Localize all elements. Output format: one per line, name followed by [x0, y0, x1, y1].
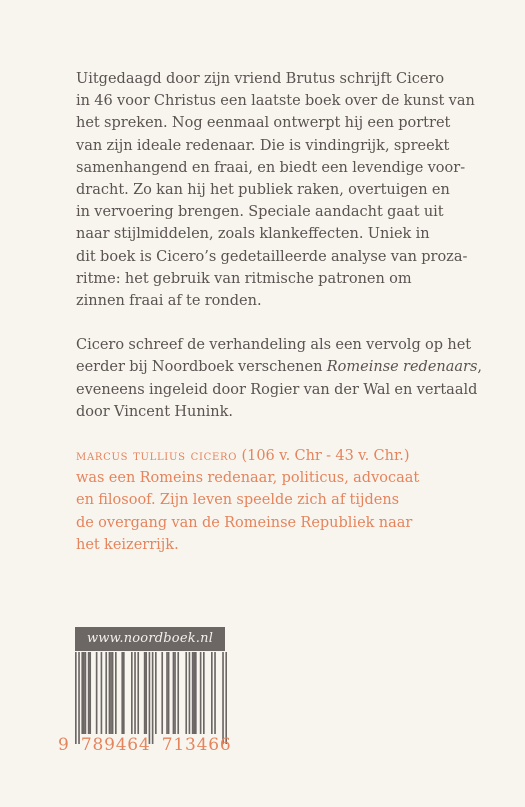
barcode-bar — [149, 652, 151, 744]
book-title-reference: Romeinse redenaars — [326, 359, 478, 376]
author-bio-line: en filosoof. Zijn leven speelde zich af tijdens — [76, 492, 400, 509]
barcode-bar — [211, 652, 213, 734]
barcode-bar — [115, 652, 117, 734]
blurb-text: eerder bij Noordboek verschenen — [76, 359, 327, 376]
barcode-bar — [131, 652, 133, 734]
blurb-line: Cicero schreef de verhandeling als een vervolg op het — [76, 337, 472, 354]
barcode-bar — [121, 652, 123, 734]
blurb-line: dracht. Zo kan hij het publiek raken, overtuigen en — [76, 182, 450, 199]
blurb-line: in 46 voor Christus een laatste boek over de kunst van — [76, 93, 475, 110]
barcode-bar — [174, 652, 176, 734]
barcode-bar — [200, 652, 202, 734]
barcode-bar — [168, 652, 170, 734]
barcode-bar — [166, 652, 168, 734]
barcode-bar — [155, 652, 157, 734]
barcode-bar — [81, 652, 83, 734]
barcode-bar — [173, 652, 175, 734]
isbn-group-1: 789464 — [80, 735, 151, 755]
back-cover-text — [76, 68, 483, 556]
blurb-line: eveneens ingeleid door Rogier van der Wal en vertaald — [76, 381, 478, 398]
barcode-bar — [195, 652, 197, 734]
barcode-bar — [225, 652, 227, 744]
barcode-bar — [101, 652, 103, 734]
barcode-bar — [123, 652, 125, 734]
barcode-bar — [214, 652, 216, 734]
blurb-line: samenhangend en fraai, en biedt een levendige voor- — [76, 159, 466, 176]
barcode-bar — [152, 652, 154, 744]
blurb-line — [76, 356, 483, 378]
barcode-bar — [109, 652, 111, 734]
barcode-bar — [110, 652, 112, 734]
barcode-bar — [144, 652, 146, 734]
barcode-bar — [177, 652, 179, 734]
barcode-bar — [88, 652, 90, 734]
blurb-line: dit boek is Cicero’s gedetailleerde analyse van proza- — [76, 248, 468, 265]
isbn-number — [58, 735, 231, 755]
author-bio — [76, 445, 446, 556]
author-bio-line: de overgang van de Romeinse Republiek naar — [76, 514, 413, 531]
barcode-bar — [105, 652, 107, 734]
barcode-bar — [193, 652, 195, 734]
publisher-url: www.noordboek.nl — [75, 627, 225, 651]
blurb-line: van zijn ideale redenaar. Die is vindingrijk, spreekt — [76, 137, 450, 154]
author-bio-line: het keizerrijk. — [76, 536, 179, 553]
blurb-line: door Vincent Hunink. — [76, 403, 234, 420]
barcode-bar — [112, 652, 114, 734]
author-bio-line — [76, 445, 446, 467]
barcode-bar — [192, 652, 194, 734]
barcode-bar — [75, 652, 77, 744]
barcode-bar — [189, 652, 191, 734]
author-bio-line: was een Romeins redenaar, politicus, advocaat — [76, 470, 420, 487]
barcode-bar — [185, 652, 187, 734]
blurb-line: Uitgedaagd door zijn vriend Brutus schrijft Cicero — [76, 71, 445, 87]
blurb-line: ritme: het gebruik van ritmische patronen om — [76, 270, 412, 287]
isbn-group-2: 713466 — [161, 735, 232, 755]
barcode-bar — [145, 652, 147, 734]
barcode-bar — [161, 652, 163, 734]
blurb-paragraph-2 — [76, 334, 483, 423]
barcode-bar — [78, 652, 80, 744]
blurb-text: , — [477, 359, 483, 376]
blurb-line: naar stijlmiddelen, zoals klankeffecten. Uniek in — [76, 226, 430, 243]
barcode-bar — [89, 652, 91, 734]
blurb-line: zinnen fraai af te ronden. — [76, 293, 262, 310]
blurb-line: in vervoering brengen. Speciale aandacht gaat uit — [76, 204, 444, 221]
barcode-bar — [134, 652, 136, 734]
barcode-bar — [83, 652, 85, 734]
barcode-bar — [85, 652, 87, 734]
barcode-bar — [96, 652, 98, 734]
author-dates: (106 v. Chr - 43 v. Chr.) — [237, 448, 410, 465]
barcode-bar — [222, 652, 224, 744]
isbn-first-digit: 9 — [58, 735, 70, 755]
blurb-line: het spreken. Nog eenmaal ontwerpt hij een portret — [76, 115, 451, 132]
barcode-bar — [203, 652, 205, 734]
author-name: marcus tullius cicero — [76, 448, 238, 465]
blurb-paragraph-1 — [76, 68, 475, 312]
barcode-bar — [137, 652, 139, 734]
